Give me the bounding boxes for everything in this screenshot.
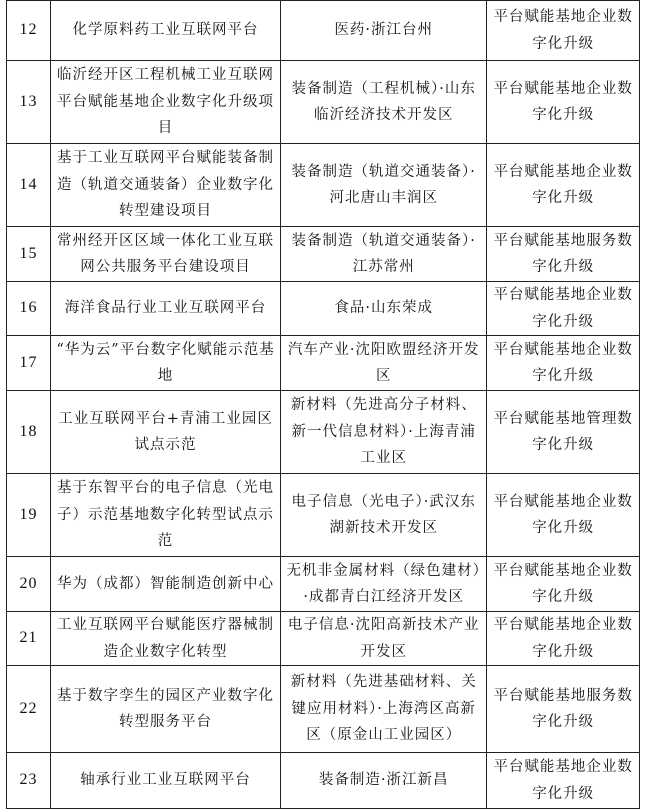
industry-location: 装备制造（轨道交通装备）·河北唐山丰润区 xyxy=(281,144,487,227)
industry-location: 无机非金属材料（绿色建材）·成都青白江经济开发区 xyxy=(281,557,487,612)
row-number: 14 xyxy=(7,144,51,227)
row-number: 19 xyxy=(7,474,51,557)
project-name: 基于工业互联网平台赋能装备制造（轨道交通装备）企业数字化转型建设项目 xyxy=(51,144,281,227)
industry-location: 新材料（先进高分子材料、新一代信息材料）·上海青浦工业区 xyxy=(281,391,487,474)
project-type: 平台赋能基地企业数字化升级 xyxy=(487,557,640,612)
table-row xyxy=(7,336,640,391)
project-name: 临沂经开区工程机械工业互联网平台赋能基地企业数字化升级项目 xyxy=(51,61,281,144)
industry-location: 装备制造·浙江新昌 xyxy=(281,753,487,809)
project-type: 平台赋能基地管理数字化升级 xyxy=(487,391,640,474)
row-number: 16 xyxy=(7,282,51,336)
row-number: 17 xyxy=(7,336,51,391)
industry-location: 电子信息·沈阳高新技术产业开发区 xyxy=(281,612,487,666)
project-name: 工业互联网平台+青浦工业园区试点示范 xyxy=(51,391,281,474)
row-number: 21 xyxy=(7,612,51,666)
project-type: 平台赋能基地企业数字化升级 xyxy=(487,144,640,227)
industry-location: 装备制造（工程机械）·山东临沂经济技术开发区 xyxy=(281,61,487,144)
project-type: 平台赋能基地服务数字化升级 xyxy=(487,227,640,282)
table-row xyxy=(7,753,640,809)
industry-location: 食品·山东荣成 xyxy=(281,282,487,336)
project-type: 平台赋能基地企业数字化升级 xyxy=(487,1,640,61)
project-type: 平台赋能基地企业数字化升级 xyxy=(487,336,640,391)
project-name: 工业互联网平台赋能医疗器械制造企业数字化转型 xyxy=(51,612,281,666)
industry-location: 医药·浙江台州 xyxy=(281,1,487,61)
project-name: 基于数字孪生的园区产业数字化转型服务平台 xyxy=(51,666,281,753)
row-number: 23 xyxy=(7,753,51,809)
table-row xyxy=(7,666,640,753)
project-name: 轴承行业工业互联网平台 xyxy=(51,753,281,809)
project-name: 常州经开区区域一体化工业互联网公共服务平台建设项目 xyxy=(51,227,281,282)
project-name: 海洋食品行业工业互联网平台 xyxy=(51,282,281,336)
project-type: 平台赋能基地企业数字化升级 xyxy=(487,61,640,144)
table-row xyxy=(7,474,640,557)
table-row xyxy=(7,144,640,227)
project-type: 平台赋能基地企业数字化升级 xyxy=(487,282,640,336)
industry-location: 装备制造（轨道交通装备）·江苏常州 xyxy=(281,227,487,282)
industry-location: 电子信息（光电子）·武汉东湖新技术开发区 xyxy=(281,474,487,557)
table-row xyxy=(7,612,640,666)
project-table xyxy=(6,0,640,809)
project-name: 基于东智平台的电子信息（光电子）示范基地数字化转型试点示范 xyxy=(51,474,281,557)
row-number: 13 xyxy=(7,61,51,144)
industry-location: 汽车产业·沈阳欧盟经济开发区 xyxy=(281,336,487,391)
project-name: “华为云”平台数字化赋能示范基地 xyxy=(51,336,281,391)
row-number: 22 xyxy=(7,666,51,753)
table-row xyxy=(7,1,640,61)
project-type: 平台赋能基地服务数字化升级 xyxy=(487,666,640,753)
project-type: 平台赋能基地企业数字化升级 xyxy=(487,612,640,666)
row-number: 12 xyxy=(7,1,51,61)
row-number: 18 xyxy=(7,391,51,474)
project-type: 平台赋能基地企业数字化升级 xyxy=(487,474,640,557)
table-row xyxy=(7,557,640,612)
project-name: 华为（成都）智能制造创新中心 xyxy=(51,557,281,612)
table-row xyxy=(7,61,640,144)
row-number: 15 xyxy=(7,227,51,282)
row-number: 20 xyxy=(7,557,51,612)
project-name: 化学原料药工业互联网平台 xyxy=(51,1,281,61)
table-row xyxy=(7,391,640,474)
table-row xyxy=(7,282,640,336)
project-type: 平台赋能基地企业数字化升级 xyxy=(487,753,640,809)
industry-location: 新材料（先进基础材料、关键应用材料）·上海湾区高新区（原金山工业园区） xyxy=(281,666,487,753)
table-row xyxy=(7,227,640,282)
